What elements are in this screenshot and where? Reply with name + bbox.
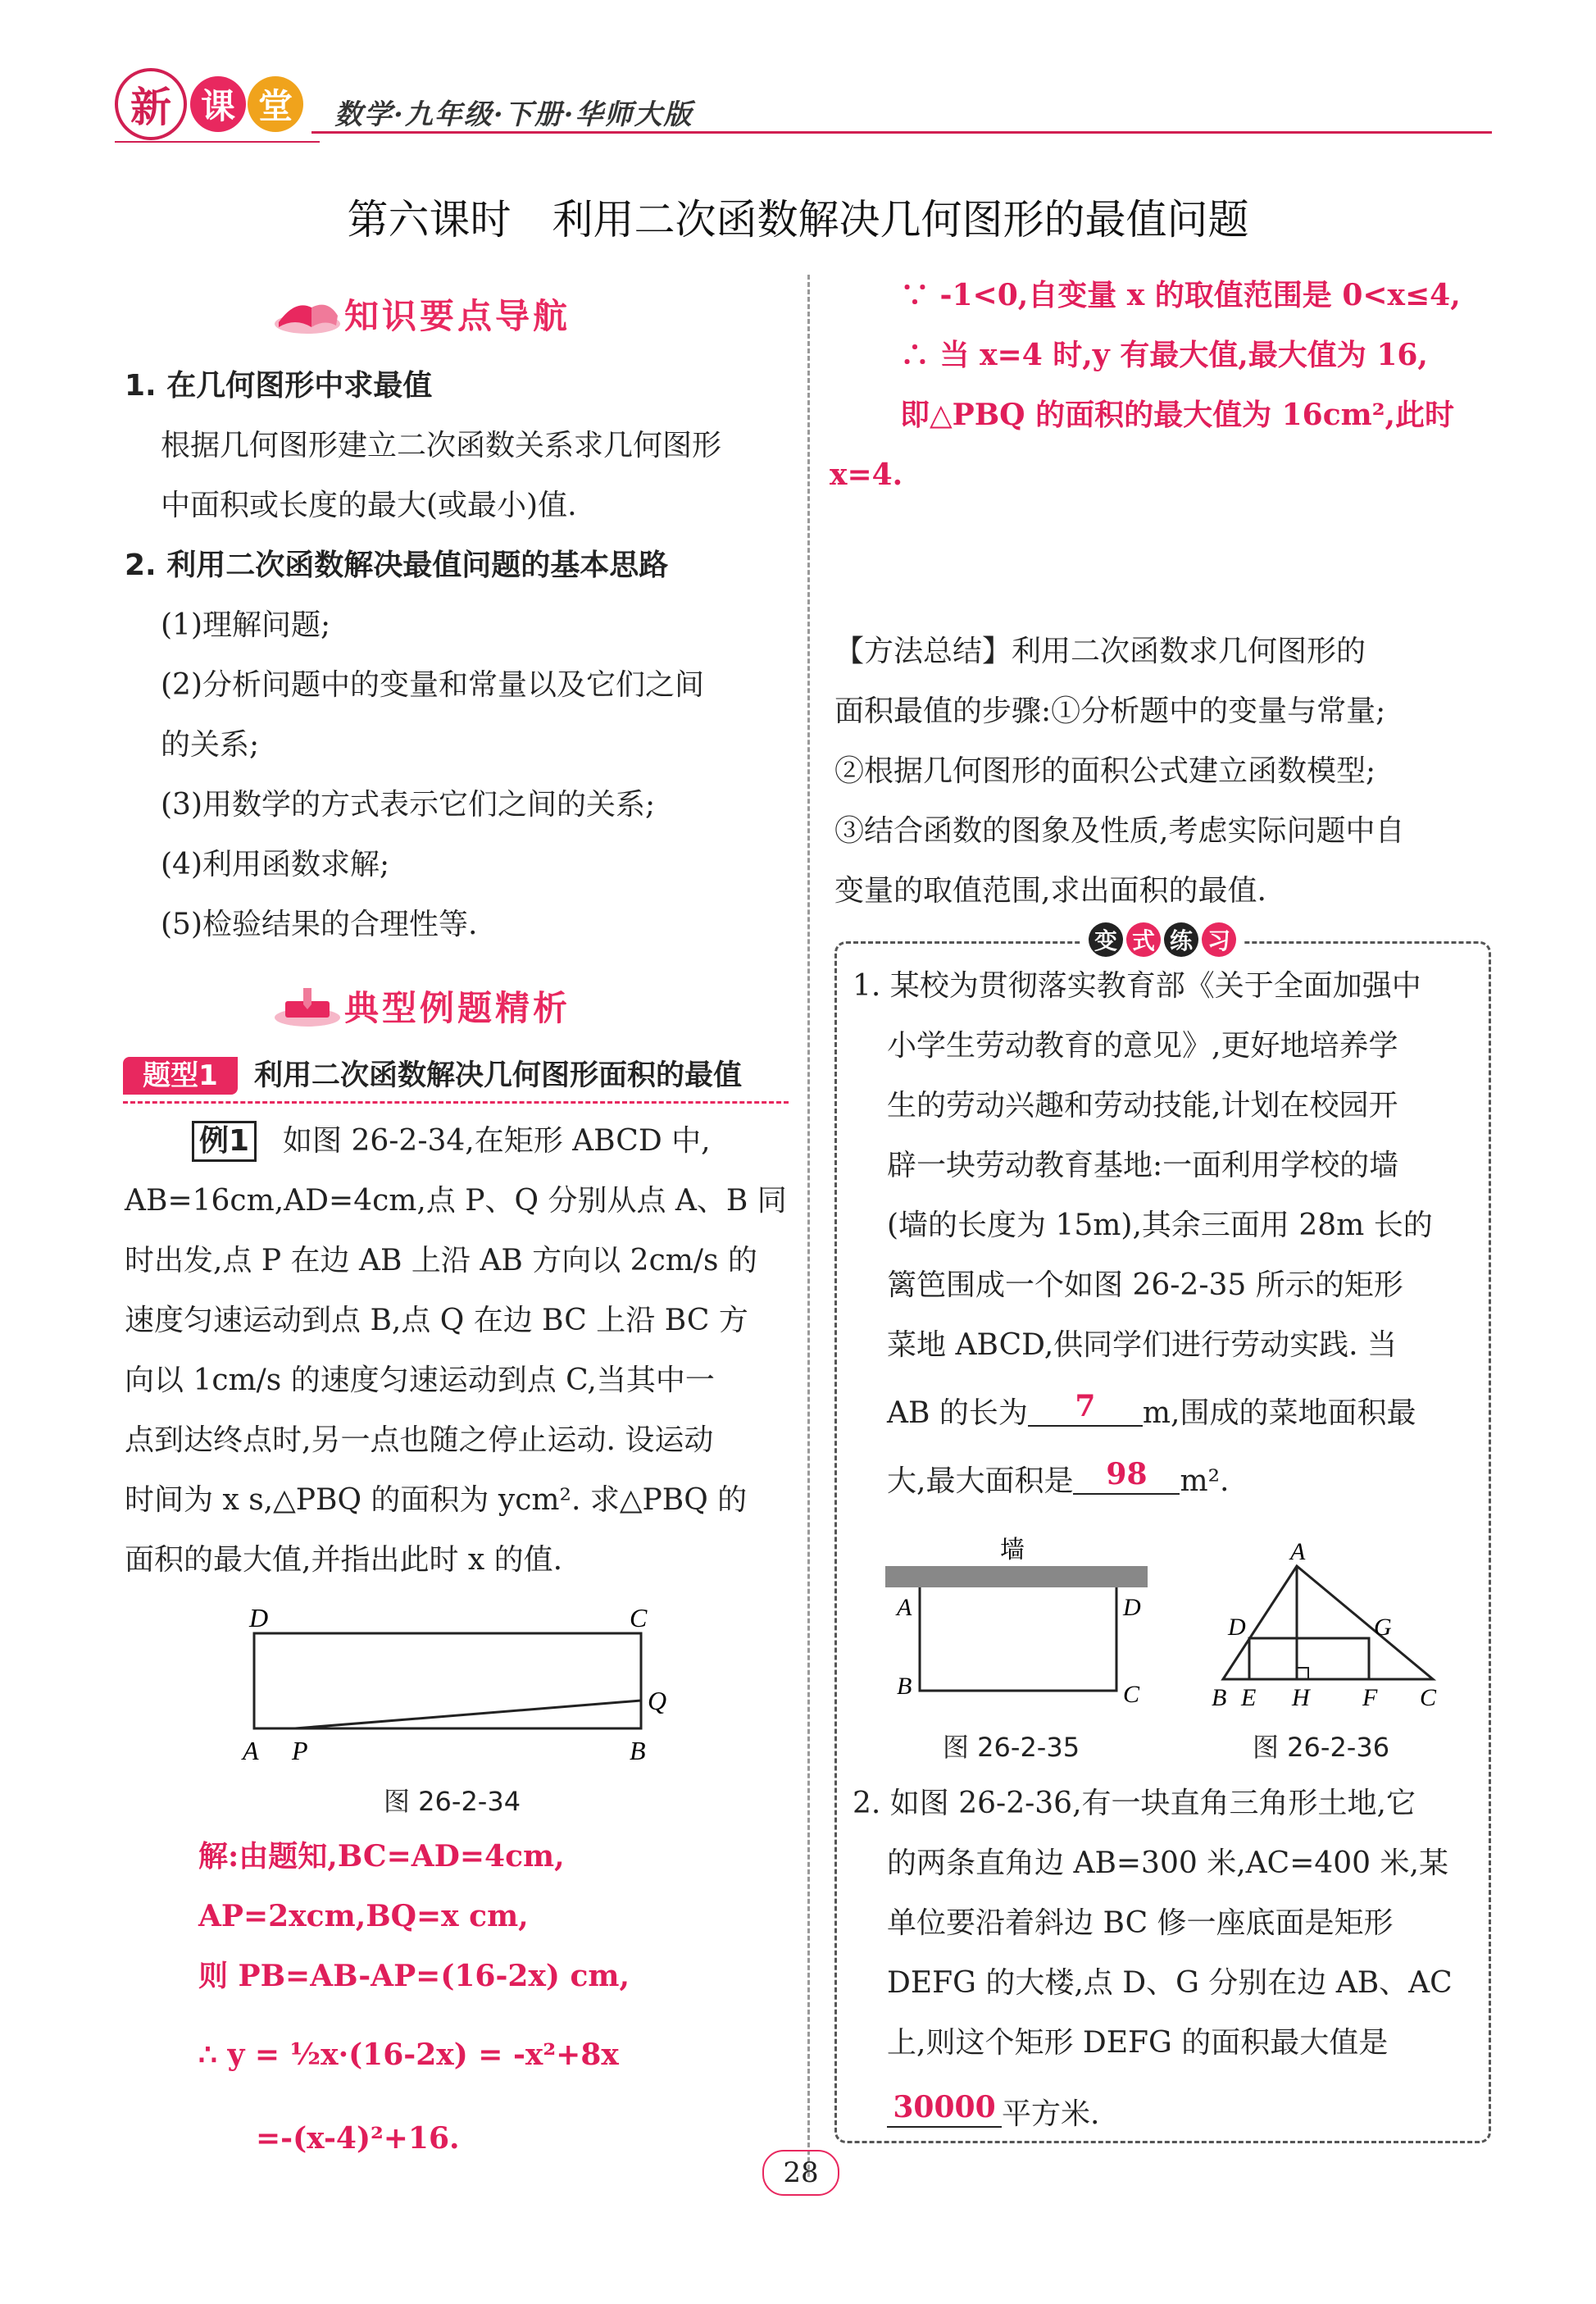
example-line-2: AB=16cm,AD=4cm,点 P、Q 分别从点 A、B 同 [125,1184,787,1218]
label-b: B [897,1673,912,1700]
knowledge-item1-title: 1. 在几何图形中求最值 [125,369,433,403]
q1-line-9 [887,1451,1229,1511]
practice-title-char: 练 [1164,922,1198,957]
q1-area-prefix: 大,最大面积是 [887,1464,1074,1498]
step-4: (4)利用函数求解; [161,848,390,881]
q2-suffix: 平方米. [1002,2097,1100,2131]
practice-title [1080,922,1244,960]
practice-title-char: 变 [1089,922,1123,957]
practice-title-char: 式 [1126,922,1161,957]
example-line-1: 如图 26-2-34,在矩形 ABCD 中, [283,1124,711,1158]
q2-line-3: 单位要沿着斜边 BC 修一座底面是矩形 [887,1906,1394,1940]
solution-right-line-2: ∴ 当 x=4 时,y 有最大值,最大值为 16, [900,338,1428,372]
step-2: (2)分析问题中的变量和常量以及它们之间 [161,668,704,702]
label-q: Q [648,1686,667,1715]
method-line-4: ③结合函数的图象及性质,考虑实际问题中自 [834,814,1405,848]
label-p: P [292,1736,308,1763]
type-bar [123,1054,789,1104]
q1-area-suffix: m². [1180,1464,1230,1498]
page-number: 28 [762,2150,839,2196]
method-line-5: 变量的取值范围,求出面积的最值. [834,874,1266,908]
wall-bar [885,1566,1148,1587]
method-line-3: ②根据几何图形的面积公式建立函数模型; [834,754,1376,788]
label-d: D [1228,1614,1246,1641]
method-line-1: 【方法总结】利用二次函数求几何图形的 [834,635,1366,668]
label-c: C [630,1603,648,1632]
knowledge-heading-text: 知识要点导航 [344,296,571,336]
fence [920,1587,1116,1691]
header-subtitle: 数学·九年级·下册·华师大版 [334,98,693,131]
solution-line-5: =-(x-4)²+16. [256,2121,460,2156]
q1-line-1: 1. 某校为贯彻落实教育部《关于全面加强中 [853,969,1421,1003]
header-rule [311,131,1492,134]
example-label-wrap [192,1111,257,1171]
solution-right-line-1: ∵ -1<0,自变量 x 的取值范围是 0<x≤4, [900,278,1461,312]
q1-ab-prefix: AB 的长为 [887,1396,1028,1430]
book-icon [271,291,344,337]
q2-line-6 [887,2084,1099,2144]
q1-line-7: 菜地 ABCD,供同学们进行劳动实践. 当 [887,1328,1398,1362]
q2-line-2: 的两条直角边 AB=300 米,AC=400 米,某 [887,1846,1448,1880]
column-divider [807,275,810,2177]
rect-abcd [254,1633,641,1728]
q1-line-4: 辟一块劳动教育基地:一面利用学校的墙 [887,1149,1399,1182]
label-b: B [630,1736,646,1763]
example-line-8: 面积的最大值,并指出此时 x 的值. [125,1543,563,1577]
method-line-2: 面积最值的步骤:①分析题中的变量与常量; [834,694,1386,728]
label-c: C [1123,1681,1140,1708]
knowledge-item2-title: 2. 利用二次函数解决最值问题的基本思路 [125,549,669,582]
knowledge-heading [271,285,571,343]
q1-line-5: (墙的长度为 15m),其余三面用 28m 长的 [887,1209,1433,1242]
figure-26-2-34-caption: 图 26-2-34 [384,1786,521,1817]
solution-line-4: ∴ y = ½x·(16-2x) = -x²+8x [198,2038,619,2072]
q1-line-8 [887,1383,1416,1443]
figure-26-2-36-caption: 图 26-2-36 [1253,1732,1390,1763]
label-d: D [1123,1594,1141,1621]
q1-answer-area[interactable]: 98 [1073,1455,1180,1495]
q1-line-2: 小学生劳动教育的意见》,更好地培养学 [887,1029,1398,1063]
examples-heading-text: 典型例题精析 [344,988,571,1028]
q1-answer-ab[interactable]: 7 [1028,1387,1143,1427]
label-d: D [249,1603,269,1632]
label-a: A [897,1594,912,1621]
q2-answer[interactable]: 30000 [887,2088,1002,2128]
knowledge-item1-line1: 根据几何图形建立二次函数关系求几何图形 [161,429,722,462]
segment-pq [295,1701,641,1728]
q2-line-1: 2. 如图 26-2-36,有一块直角三角形土地,它 [853,1787,1416,1820]
solution-line-2: AP=2xcm,BQ=x cm, [198,1899,529,1933]
label-g: G [1374,1614,1392,1641]
solution-line-3: 则 PB=AB-AP=(16-2x) cm, [198,1959,630,1993]
q2-line-4: DEFG 的大楼,点 D、G 分别在边 AB、AC [887,1966,1453,2000]
series-logo [115,75,303,133]
logo-char-xin: 新 [115,68,187,140]
step-1: (1)理解问题; [161,608,331,642]
q1-line-6: 篱笆围成一个如图 26-2-35 所示的矩形 [887,1268,1403,1302]
example-label: 例1 [192,1121,257,1162]
example-line-3: 时出发,点 P 在边 AB 上沿 AB 方向以 2cm/s 的 [125,1244,757,1277]
step-3: (3)用数学的方式表示它们之间的关系; [161,788,656,822]
figure-26-2-35-caption: 图 26-2-35 [943,1732,1080,1763]
label-a: A [1290,1538,1306,1565]
figure-26-2-36 [1205,1533,1451,1714]
knowledge-item1-line2: 中面积或长度的最大(或最小)值. [161,489,577,522]
type-badge: 题型1 [123,1057,238,1095]
type-title: 利用二次函数解决几何图形面积的最值 [254,1059,743,1092]
q1-ab-suffix: m,围成的菜地面积最 [1142,1396,1416,1430]
right-angle-mark [1297,1668,1308,1679]
solution-right-line-4: x=4. [830,458,903,492]
example-line-6: 点到达终点时,另一点也随之停止运动. 设运动 [125,1423,714,1457]
step-5: (5)检验结果的合理性等. [161,908,478,941]
label-c: C [1420,1684,1437,1711]
practice-title-char: 习 [1202,922,1236,957]
logo-char-tang: 堂 [248,76,303,132]
example-line-7: 时间为 x s,△PBQ 的面积为 ycm². 求△PBQ 的 [125,1483,748,1517]
label-wall: 墙 [1000,1536,1025,1564]
logo-char-ke: 课 [190,76,246,132]
label-e: E [1241,1684,1257,1711]
figure-26-2-35 [877,1533,1156,1714]
q1-line-3: 生的劳动兴趣和劳动技能,计划在校园开 [887,1089,1398,1122]
page-title: 第六课时 利用二次函数解决几何图形的最值问题 [347,196,1249,244]
header-rule-short [115,141,320,143]
examples-heading [271,977,571,1035]
triangle-abc [1223,1566,1433,1679]
example-line-5: 向以 1cm/s 的速度匀速运动到点 C,当其中一 [125,1364,715,1397]
label-f: F [1362,1684,1378,1711]
label-b: B [1212,1684,1227,1711]
solution-line-1: 解:由题知,BC=AD=4cm, [198,1839,565,1874]
solution-right-line-3: 即△PBQ 的面积的最大值为 16cm²,此时 [900,398,1455,432]
step-2-cont: 的关系; [161,728,260,762]
label-a: A [243,1736,259,1763]
q2-line-5: 上,则这个矩形 DEFG 的面积最大值是 [887,2026,1389,2060]
pencil-book-icon [271,983,344,1029]
figure-26-2-34 [230,1599,689,1763]
label-h: H [1292,1684,1310,1711]
example-line-4: 速度匀速运动到点 B,点 Q 在边 BC 上沿 BC 方 [125,1304,748,1337]
